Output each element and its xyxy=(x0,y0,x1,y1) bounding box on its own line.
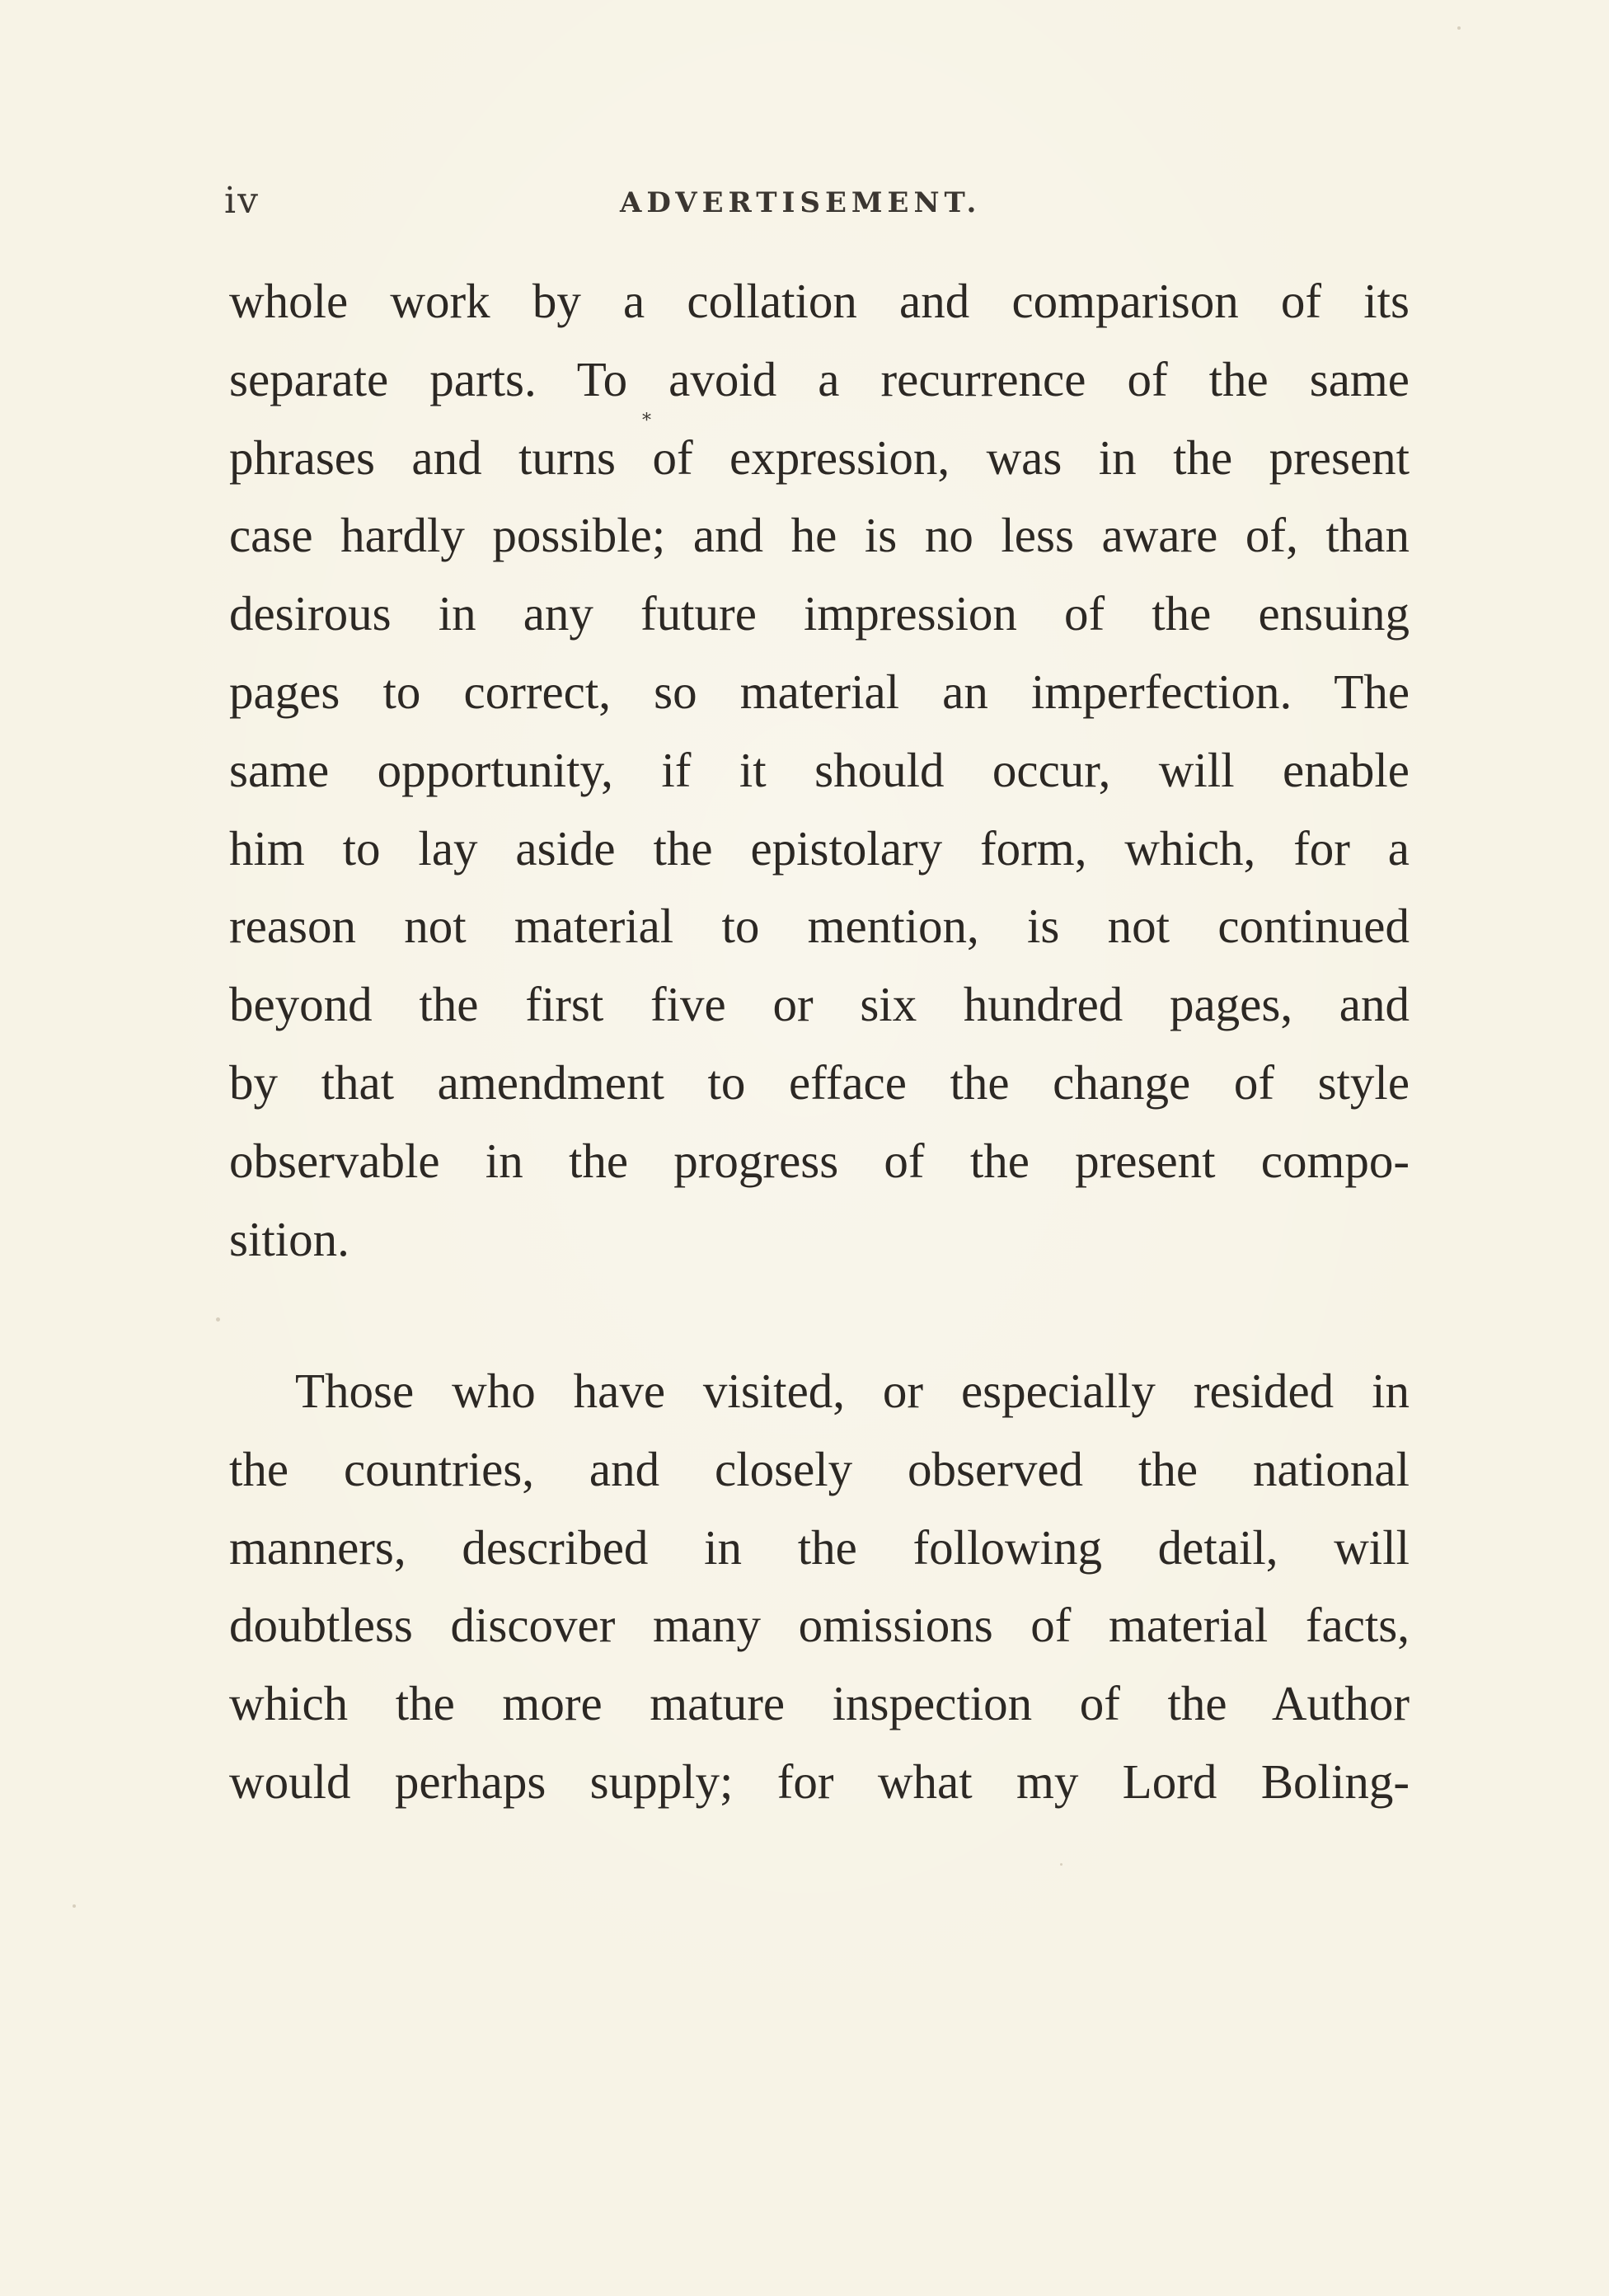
text-line: pages to correct, so material an imperfection. The xyxy=(229,664,1410,719)
footnote-mark: * xyxy=(642,411,651,431)
text-line: doubtless discover many omissions of material facts, xyxy=(229,1598,1410,1653)
text-line: by that amendment to efface the change of style xyxy=(229,1054,1410,1110)
text-line: manners, described in the following detail, will xyxy=(229,1519,1410,1575)
text-line: same opportunity, if it should occur, will enable xyxy=(229,742,1410,797)
paper-speck xyxy=(216,1317,220,1322)
text-line: which the more mature inspection of the Author xyxy=(229,1676,1410,1731)
running-head: ADVERTISEMENT. xyxy=(620,186,982,219)
text-line: case hardly possible; and he is no less aware of, than xyxy=(229,508,1410,563)
paper-speck xyxy=(1457,26,1461,30)
text-line: beyond the first five or six hundred pages, and xyxy=(229,977,1410,1032)
text-line: phrases and turns of expression, was in the present xyxy=(229,430,1410,485)
page-number: iv xyxy=(224,180,260,222)
paragraph-2 xyxy=(229,1352,1410,1821)
text-line: reason not material to mention, is not continued xyxy=(229,899,1410,954)
text-line: observable in the progress of the present compo- xyxy=(229,1133,1410,1188)
text-line: would perhaps supply; for what my Lord Boling- xyxy=(229,1754,1410,1809)
paper-speck xyxy=(1060,1863,1063,1866)
page-header xyxy=(224,180,1411,229)
paper-speck xyxy=(73,1904,76,1908)
text-line: him to lay aside the epistolary form, which, for a xyxy=(229,820,1410,876)
text-line: the countries, and closely observed the national xyxy=(229,1441,1410,1496)
text-line: desirous in any future impression of the ensuing xyxy=(229,586,1410,641)
text-line: sition. xyxy=(229,1211,349,1266)
text-line: Those who have visited, or especially resided in xyxy=(295,1364,1410,1418)
text-line: whole work by a collation and comparison of its xyxy=(229,274,1410,328)
text-line: separate parts. To avoid a recurrence of the same xyxy=(229,351,1410,406)
paragraph-1 xyxy=(229,262,1410,1278)
